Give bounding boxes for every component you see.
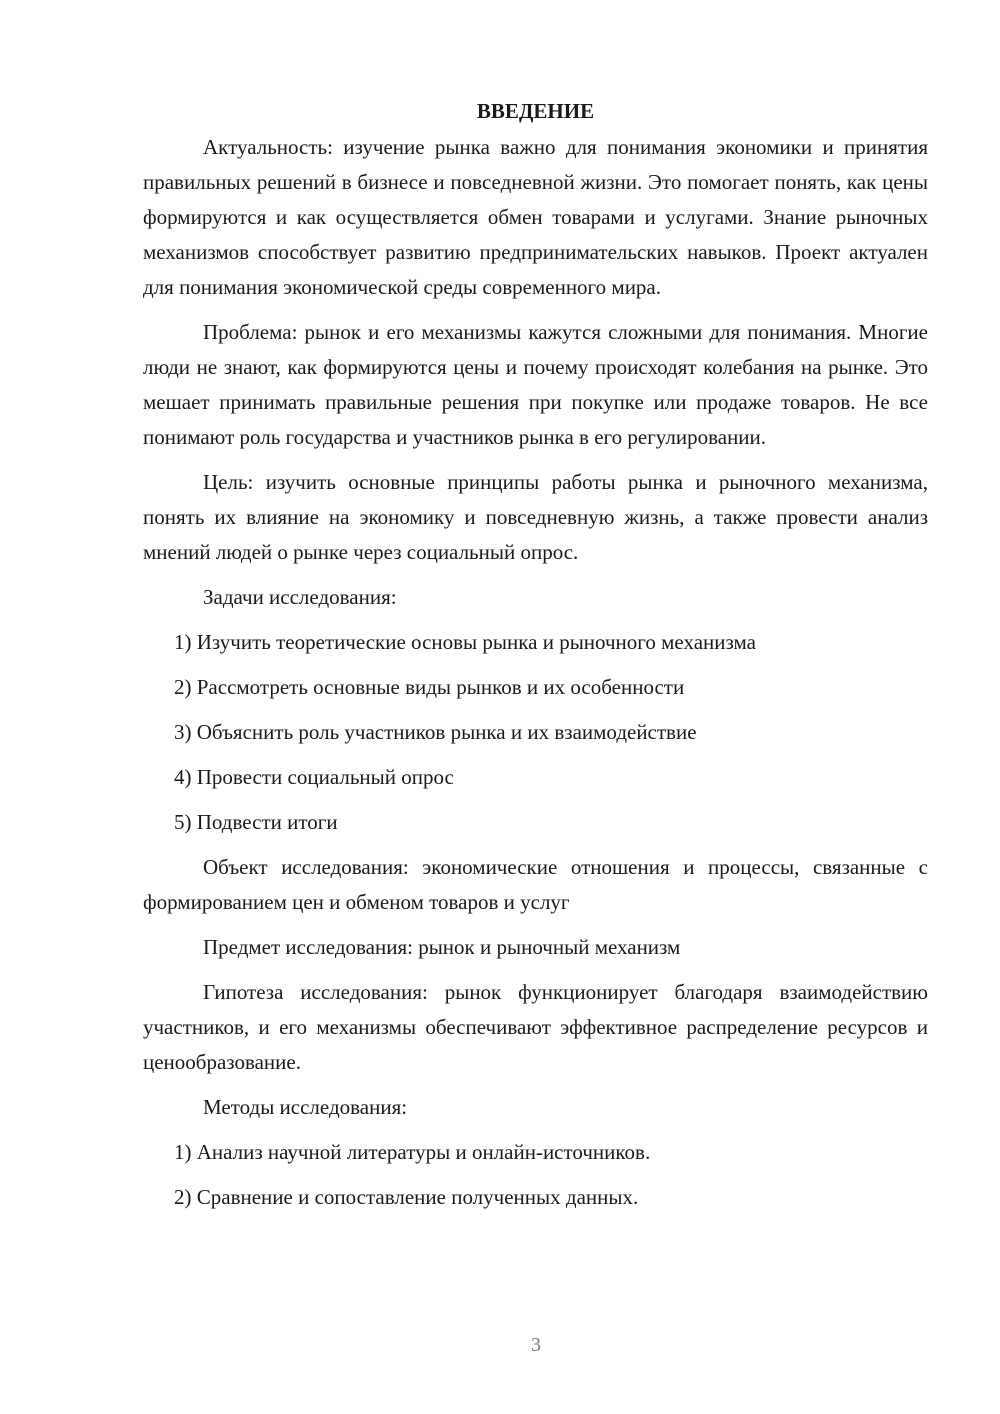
- page-number: 3: [531, 1334, 541, 1356]
- task-item: 1) Изучить теоретические основы рынка и рыночного механизма: [174, 630, 756, 654]
- problem-paragraph: Проблема: рынок и его механизмы кажутся сложными для понимания. Многие люди не знают, как формируются цены и почему происходят колебания на рынке. Это мешает принимать правильные решения при покупке или продаже товаров. Не все понимают роль государства и участников рынка в его регулировании.: [143, 320, 928, 449]
- page-title: ВВЕДЕНИЕ: [476, 99, 595, 123]
- task-item: 3) Объяснить роль участников рынка и их взаимодействие: [174, 720, 697, 744]
- document-page: [143, 92, 928, 1225]
- tasks-label: Задачи исследования:: [203, 585, 397, 609]
- hypothesis-paragraph: Гипотеза исследования: рынок функционирует благодаря взаимодействию участников, и его механизмы обеспечивают эффективное распределение ресурсов и ценообразование.: [143, 980, 928, 1074]
- method-item: 2) Сравнение и сопоставление полученных данных.: [174, 1185, 639, 1209]
- task-item: 4) Провести социальный опрос: [174, 765, 454, 789]
- method-item: 1) Анализ научной литературы и онлайн-источников.: [174, 1140, 651, 1164]
- task-item: 5) Подвести итоги: [174, 810, 338, 834]
- object-paragraph: Объект исследования: экономические отношения и процессы, связанные с формированием цен и обменом товаров и услуг: [143, 855, 928, 914]
- methods-label: Методы исследования:: [203, 1095, 408, 1119]
- goal-paragraph: Цель: изучить основные принципы работы рынка и рыночного механизма, понять их влияние на экономику и повседневную жизнь, а также провести анализ мнений людей о рынке через социальный опрос.: [143, 470, 928, 564]
- relevance-paragraph: Актуальность: изучение рынка важно для понимания экономики и принятия правильных решений в бизнесе и повседневной жизни. Это помогает понять, как цены формируются и как осуществляется обмен товарами и услугами. Знание рыночных механизмов способствует развитию предпринимательских навыков. Проект актуален для понимания экономической среды современного мира.: [143, 135, 928, 299]
- subject-line: Предмет исследования: рынок и рыночный механизм: [203, 935, 681, 959]
- task-item: 2) Рассмотреть основные виды рынков и их особенности: [174, 675, 685, 699]
